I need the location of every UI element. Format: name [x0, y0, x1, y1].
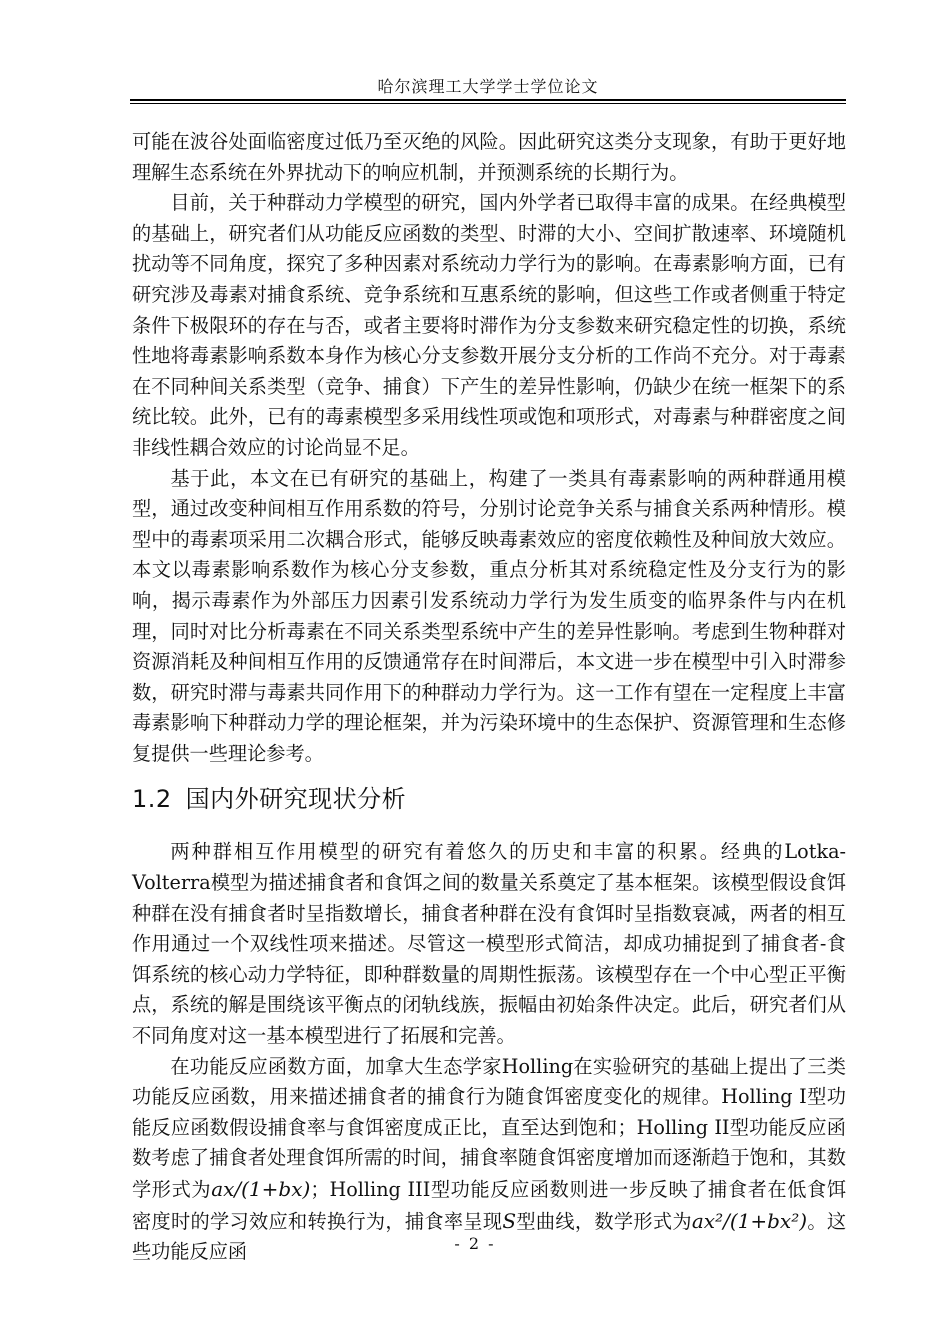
s-letter: S [502, 1208, 517, 1233]
header-rule-thin [130, 103, 846, 104]
paragraph: 可能在波谷处面临密度过低乃至灭绝的风险。因此研究这类分支现象，有助于更好地理解生态系统在外界扰动下的响应机制，并预测系统的长期行为。 [132, 130, 846, 184]
section-number: 1.2 [132, 785, 172, 814]
paragraph: 目前，关于种群动力学模型的研究，国内外学者已取得丰富的成果。在经典模型的基础上，研究者们从功能反应函数的类型、时滞的大小、空间扩散速率、环境随机扰动等不同角度，探究了多种因素对系统动力学行为的影响。在毒素影响方面，已有研究涉及毒素对捕食系统、竞争系统和互惠系统的影响，但这些工作或者侧重于特定条件下极限环的存在与否，或者主要将时滞作为分支参数来研究稳定性的切换，系统性地将毒素影响系数本身作为核心分支参数开展分支分析的工作尚不充分。对于毒素在不同种间关系类型（竞争、捕食）下产生的差异性影响，仍缺少在统一框架下的系统比较。此外，已有的毒素模型多采用线性项或饱和项形式，对毒素与种群密度之间非线性耦合效应的讨论尚显不足。 [132, 191, 846, 459]
section-heading [132, 783, 846, 815]
holling-iii-formula: ax²/(1+bx²) [691, 1208, 808, 1233]
paragraph-text: ；Holling III型功能反应函数则进一步反映了捕食者在低食饵密度时的学习效应和转换行为，捕食率呈现 [132, 1178, 847, 1233]
running-header: 哈尔滨理工大学学士学位论文 [377, 77, 599, 96]
section-title: 国内外研究现状分析 [185, 785, 407, 814]
header-rule-thick [130, 99, 846, 101]
paragraph: 两种群相互作用模型的研究有着悠久的历史和丰富的积累。经典的Lotka-Volterra模型为描述捕食者和食饵之间的数量关系奠定了基本框架。该模型假设食饵种群在没有捕食者时呈指数增长，捕食者种群在没有食饵时呈指数衰减，两者的相互作用通过一个双线性项来描述。尽管这一模型形式简洁，却成功捕捉到了捕食者-食饵系统的核心动力学特征，即种群数量的周期性振荡。该模型存在一个中心型正平衡点，系统的解是围绕该平衡点的闭轨线族，振幅由初始条件决定。此后，研究者们从不同角度对这一基本模型进行了拓展和完善。 [132, 840, 846, 1048]
holling-ii-formula: ax/(1+bx) [211, 1177, 311, 1201]
paragraph-text: 型曲线，数学形式为 [516, 1209, 692, 1233]
page-body [132, 127, 846, 1268]
page-number: - 2 - [454, 1234, 496, 1253]
paragraph-text: 。这些功能反应函 [132, 1209, 847, 1264]
paragraph: 基于此，本文在已有研究的基础上，构建了一类具有毒素影响的两种群通用模型，通过改变种间相互作用系数的符号，分别讨论竞争关系与捕食关系两种情形。模型中的毒素项采用二次耦合形式，能够反映毒素效应的密度依赖性及种间放大效应。本文以毒素影响系数作为核心分支参数，重点分析其对系统稳定性及分支行为的影响，揭示毒素作为外部压力因素引发系统动力学行为发生质变的临界条件与内在机理，同时对比分析毒素在不同关系类型系统中产生的差异性影响。考虑到生物种群对资源消耗及种间相互作用的反馈通常存在时间滞后，本文进一步在模型中引入时滞参数，研究时滞与毒素共同作用下的种群动力学行为。这一工作有望在一定程度上丰富毒素影响下种群动力学的理论框架，并为污染环境中的生态保护、资源管理和生态修复提供一些理论参考。 [132, 466, 846, 765]
paragraph-text: 在功能反应函数方面，加拿大生态学家Holling在实验研究的基础上提出了三类功能反应函数，用来描述捕食者的捕食行为随食饵密度变化的规律。Holling I型功能反应函数假设捕食率与食饵密度成正比，直至达到饱和；Holling II型功能反应函数考虑了捕食者处理食饵所需的时间，捕食率随食饵密度增加而逐渐趋于饱和，其数学形式为 [132, 1054, 846, 1201]
